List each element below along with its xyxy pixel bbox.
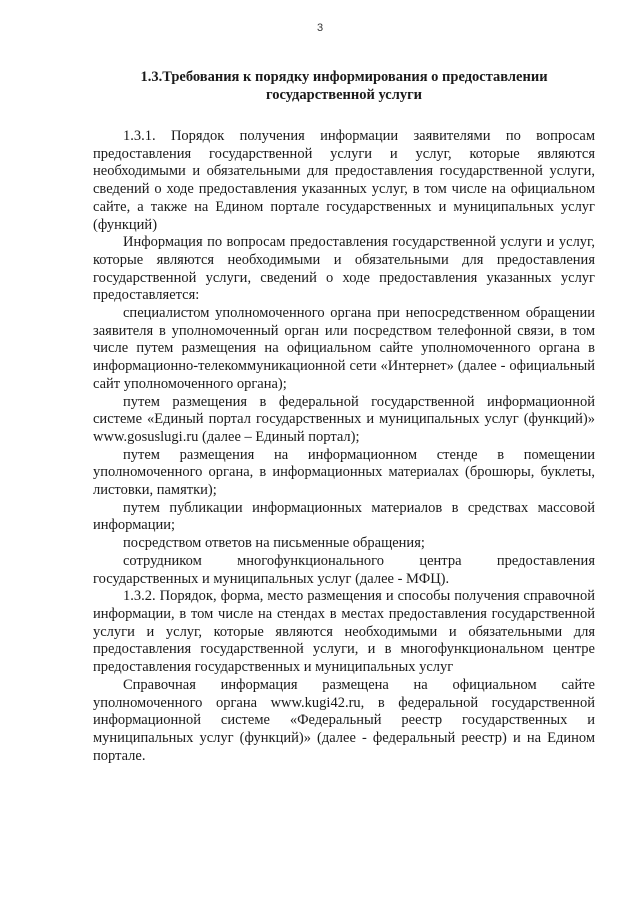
paragraph-1-3-1: 1.3.1. Порядок получения информации заявителями по вопросам предоставления государственной услуги и услуг, которые являются необходимыми и обязательными для предоставления государственной услуги, сведений о ходе предоставления указанных услуг, в том числе на официальном сайте, а также на Едином портале государственных и муниципальных услуг (функций)	[93, 128, 595, 233]
section-title-line-1: 1.3.Требования к порядку информирования о предоставлении	[140, 69, 548, 85]
list-item-mass-media: путем публикации информационных материалов в средствах массовой информации;	[93, 499, 595, 534]
list-item-written-requests: посредством ответов на письменные обращения;	[123, 535, 425, 552]
page-number: 3	[316, 22, 324, 34]
list-item-specialist: специалистом уполномоченного органа при непосредственном обращении заявителя в уполномоченный орган или посредством телефонной связи, в том числе путем размещения на официальном сайте уполномоченного органа в информационно-телекоммуникационной сети «Интернет» (далее - официальный сайт уполномоченного органа);	[93, 305, 595, 392]
list-item-federal-system: путем размещения в федеральной государственной информационной системе «Единый портал государственных и муниципальных услуг (функций)» www.gosuslugi.ru (далее – Единый портал);	[93, 393, 595, 445]
paragraph-1-3-2: 1.3.2. Порядок, форма, место размещения и способы получения справочной информации, в том числе на стендах в местах предоставления государственной услуги и услуг, которые являются необходимыми и обязательными для предоставления государственной услуги, и в многофункциональном центре предоставления государственных и муниципальных услуг	[93, 588, 595, 676]
list-item-mfc-employee: сотрудником многофункционального центра предоставления государственных и муниципальных услуг (далее - МФЦ).	[93, 552, 595, 587]
section-title	[93, 68, 595, 104]
list-item-info-stand: путем размещения на информационном стенде в помещении уполномоченного органа, в информационных материалах (брошюры, буклеты, листовки, памятки);	[93, 446, 595, 499]
section-title-line-2: государственной услуги	[265, 87, 423, 103]
document-body	[93, 68, 595, 765]
paragraph-reference-info: Справочная информация размещена на официальном сайте уполномоченного органа www.kugi42.ru, в федеральной государственной информационной системе «Федеральный реестр государственных и муниципальных услуг (функций)» (далее - федеральный реестр) и на Едином портале.	[93, 676, 595, 764]
body-text	[93, 128, 595, 765]
paragraph-info-intro: Информация по вопросам предоставления государственной услуги и услуг, которые являются необходимыми и обязательными для предоставления государственной услуги, сведений о ходе предоставления указанных услуг предоставляется:	[93, 234, 595, 304]
